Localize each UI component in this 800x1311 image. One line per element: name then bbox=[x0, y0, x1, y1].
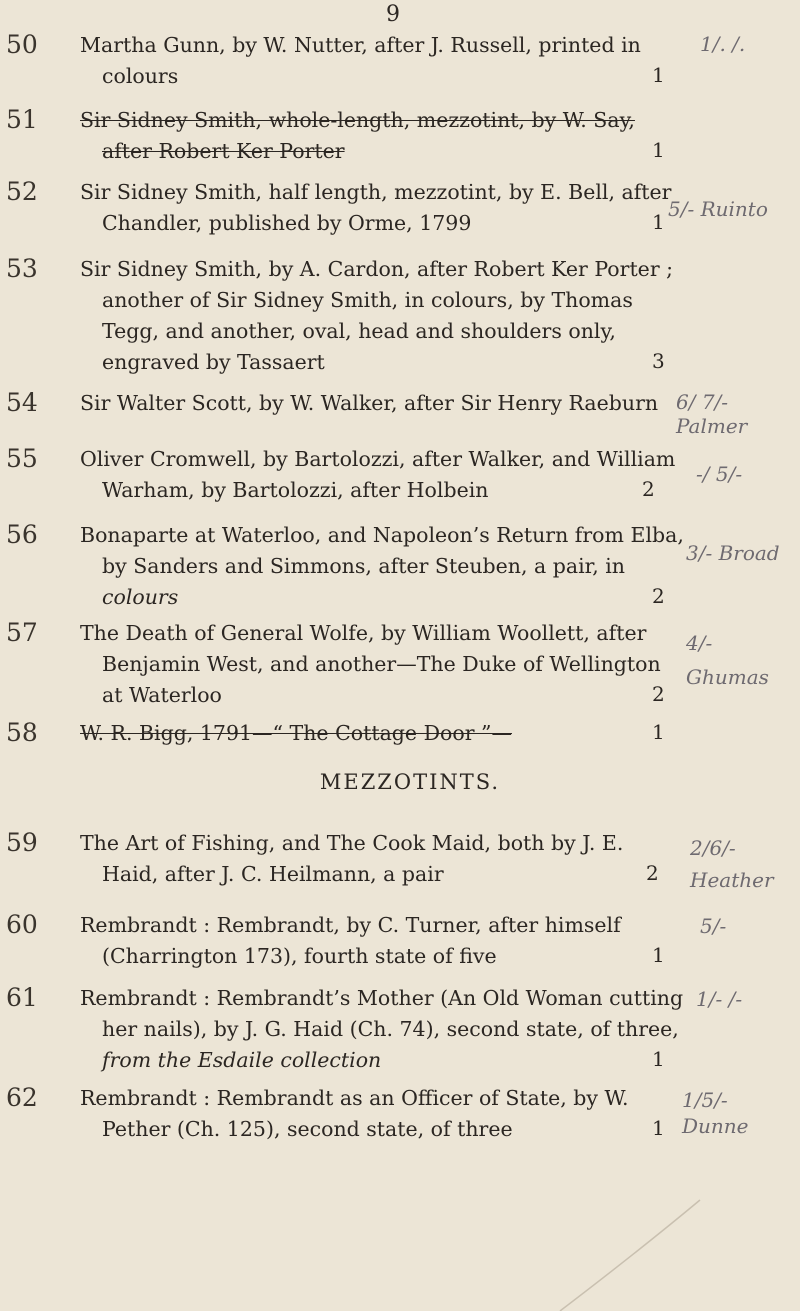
lot-quantity: 1 bbox=[652, 138, 665, 162]
lot-number: 53 bbox=[6, 254, 38, 283]
lot-quantity: 1 bbox=[652, 720, 665, 744]
lot-line: colours bbox=[102, 64, 179, 88]
lot-description bbox=[80, 1083, 680, 1145]
lot-line: another of Sir Sidney Smith, in colours, by Thomas bbox=[102, 288, 633, 312]
lot-line: Benjamin West, and another—The Duke of Wellington bbox=[102, 652, 661, 676]
lot-quantity: 3 bbox=[652, 349, 665, 373]
lot-line: by Sanders and Simmons, after Steuben, a pair, in bbox=[102, 554, 626, 578]
lot-description bbox=[80, 30, 680, 92]
lot-number: 62 bbox=[6, 1083, 38, 1112]
lot-description bbox=[80, 910, 680, 972]
lot-line: engraved by Tassaert bbox=[102, 350, 325, 374]
lot-line: Sir Sidney Smith, whole-length, mezzotint, by W. Say, bbox=[80, 108, 635, 132]
lot-line: colours bbox=[102, 585, 179, 609]
lot-line: Martha Gunn, by W. Nutter, after J. Russell, printed in bbox=[80, 33, 641, 57]
lot-quantity: 2 bbox=[646, 861, 659, 885]
lot-number: 54 bbox=[6, 388, 38, 417]
lot-number: 60 bbox=[6, 910, 38, 939]
handwritten-price-note: 2/6/- Heather bbox=[690, 836, 774, 892]
lot-number: 59 bbox=[6, 828, 38, 857]
lot-quantity: 2 bbox=[642, 477, 655, 501]
lot-line: The Death of General Wolfe, by William Woollett, after bbox=[80, 621, 647, 645]
page-number: 9 bbox=[386, 2, 400, 27]
lot-description bbox=[80, 983, 684, 1076]
handwritten-price-note: 1/- /- bbox=[696, 987, 743, 1011]
lot-line: Sir Walter Scott, by W. Walker, after Sir Henry Raeburn bbox=[80, 391, 659, 415]
lot-number: 56 bbox=[6, 520, 38, 549]
lot-description bbox=[80, 718, 680, 749]
lot-number: 55 bbox=[6, 444, 38, 473]
lot-description bbox=[80, 177, 680, 239]
lot-number: 61 bbox=[6, 983, 38, 1012]
handwritten-price-note: 1/5/- Dunne bbox=[682, 1088, 749, 1138]
lot-line: Oliver Cromwell, by Bartolozzi, after Walker, and William bbox=[80, 447, 676, 471]
handwritten-price-note: 6/ 7/- Palmer bbox=[676, 390, 748, 438]
lot-line: Sir Sidney Smith, by A. Cardon, after Robert Ker Porter ; bbox=[80, 257, 674, 281]
lot-line: (Charrington 173), fourth state of five bbox=[102, 944, 497, 968]
lot-line: from the Esdaile collection bbox=[102, 1048, 382, 1072]
lot-line: her nails), by J. G. Haid (Ch. 74), second state, of three, bbox=[102, 1017, 679, 1041]
section-heading: MEZZOTINTS. bbox=[319, 770, 501, 794]
lot-quantity: 1 bbox=[652, 63, 665, 87]
lot-description bbox=[80, 520, 684, 613]
lot-number: 58 bbox=[6, 718, 38, 747]
lot-quantity: 1 bbox=[652, 1047, 665, 1071]
handwritten-price-note: -/ 5/- bbox=[696, 462, 743, 486]
lot-line: The Art of Fishing, and The Cook Maid, both by J. E. bbox=[80, 831, 624, 855]
lot-quantity: 2 bbox=[652, 682, 665, 706]
lot-line: Chandler, published by Orme, 1799 bbox=[102, 211, 472, 235]
lot-line: W. R. Bigg, 1791—“ The Cottage Door ”— bbox=[80, 721, 512, 745]
handwritten-price-note: 1/. /. bbox=[700, 32, 746, 56]
handwritten-price-note: 3/- Broad bbox=[686, 541, 780, 565]
lot-quantity: 1 bbox=[652, 1116, 665, 1140]
lot-line: Tegg, and another, oval, head and shoulders only, bbox=[102, 319, 616, 343]
lot-line: Bonaparte at Waterloo, and Napoleon’s Return from Elba, bbox=[80, 523, 684, 547]
lot-description bbox=[80, 444, 680, 506]
lot-quantity: 2 bbox=[652, 584, 665, 608]
lot-line: Sir Sidney Smith, half length, mezzotint, by E. Bell, after bbox=[80, 180, 672, 204]
lot-line: Rembrandt : Rembrandt’s Mother (An Old Woman cutting bbox=[80, 986, 684, 1010]
lot-number: 52 bbox=[6, 177, 38, 206]
lot-description bbox=[80, 828, 680, 890]
handwritten-price-note: 5/- bbox=[700, 914, 727, 938]
lot-number: 50 bbox=[6, 30, 38, 59]
lot-line: Haid, after J. C. Heilmann, a pair bbox=[102, 862, 444, 886]
handwritten-price-note: 5/- Ruinto bbox=[668, 197, 768, 221]
lot-line: at Waterloo bbox=[102, 683, 222, 707]
lot-number: 57 bbox=[6, 618, 38, 647]
lot-line: after Robert Ker Porter bbox=[102, 139, 345, 163]
lot-line: Rembrandt : Rembrandt as an Officer of State, by W. bbox=[80, 1086, 629, 1110]
lot-line: Pether (Ch. 125), second state, of three bbox=[102, 1117, 513, 1141]
lot-quantity: 1 bbox=[652, 210, 665, 234]
lot-description bbox=[80, 105, 680, 167]
handwritten-price-note: 4/- Ghumas bbox=[686, 631, 769, 689]
lot-description bbox=[80, 254, 680, 378]
lot-description bbox=[80, 618, 680, 711]
lot-line: Rembrandt : Rembrandt, by C. Turner, after himself bbox=[80, 913, 621, 937]
lot-quantity: 1 bbox=[652, 943, 665, 967]
lot-number: 51 bbox=[6, 105, 38, 134]
lot-line: Warham, by Bartolozzi, after Holbein bbox=[102, 478, 489, 502]
lot-description bbox=[80, 388, 680, 419]
